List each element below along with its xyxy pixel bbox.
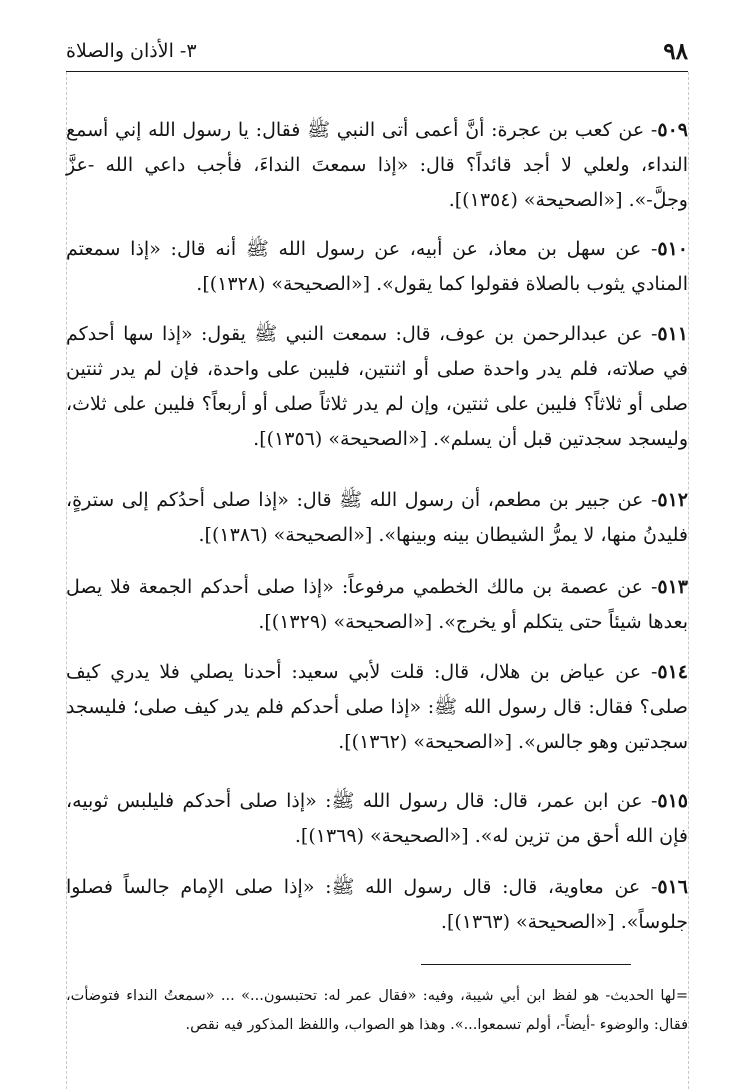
hadith-512: ٥١٢- عن جبير بن مطعم، أن رسول الله ﷺ قال: «إذا صلى أحدُكم إلى سترةٍ، فليدنُ منها، لا يمرُّ الشيطان بينه وبينها». [«الصحيحة» (١٣٨٦)]. [66, 489, 688, 546]
chapter-title: ٣- الأذان والصلاة [66, 40, 197, 62]
hadith-reference: [«الصحيحة» (١٣٦٣)]. [440, 911, 615, 933]
hadith-number: ٥١١ [657, 323, 688, 345]
hadith-reference: [«الصحيحة» (١٣٥٤)]. [448, 189, 623, 211]
hadith-number: ٥١٠ [657, 238, 688, 260]
hadith-text: عن معاوية، قال: قال رسول الله ﷺ: «إذا صلى الإمام جالساً فصلوا جلوساً». [66, 876, 688, 933]
hadith-text: عن عصمة بن مالك الخطمي مرفوعاً: «إذا صلى أحدكم الجمعة فلا يصل بعدها شيئاً حتى يتكلم أو يخرج». [66, 576, 688, 633]
hadith-number: ٥١٦ [657, 876, 688, 898]
footnote-rule [421, 964, 631, 965]
hadith-reference: [«الصحيحة» (١٣٢٩)]. [258, 611, 433, 633]
hadith-509: ٥٠٩- عن كعب بن عجرة: أنَّ أعمى أتى النبي ﷺ فقال: يا رسول الله إني أسمع النداء، ولعلي لا أجد قائداً؟ قال: «إذا سمعتَ النداءَ، فأجب داعي الله -عزَّ وجلَّ-». [«الصحيحة» (١٣٥٤)]. [66, 119, 688, 211]
hadith-510: ٥١٠- عن سهل بن معاذ، عن أبيه، عن رسول الله ﷺ أنه قال: «إذا سمعتم المنادي يثوب بالصلاة فقولوا كما يقول». [«الصحيحة» (١٣٢٨)]. [66, 238, 688, 295]
hadith-number: ٥١٥ [657, 790, 688, 812]
right-margin-guide [688, 72, 689, 1089]
header-rule [66, 71, 688, 72]
hadith-text: عن جبير بن مطعم، أن رسول الله ﷺ قال: «إذا صلى أحدُكم إلى سترةٍ، فليدنُ منها، لا يمرُّ الشيطان بينه وبينها». [66, 489, 688, 546]
hadith-511: ٥١١- عن عبدالرحمن بن عوف، قال: سمعت النبي ﷺ يقول: «إذا سها أحدكم في صلاته، فلم يدر واحدة صلى أو اثنتين، فليبن على واحدة، فإن لم يدر ثنتين صلى أو ثلاثاً؟ فليبن على ثنتين، وإن لم يدر ثلاثاً صلى أو أربعاً؟ فليبن على ثلاث، وليسجد سجدتين قبل أن يسلم». [«الصحيحة» (١٣٥٦)]. [66, 323, 688, 450]
footnote: =لها الحديث- هو لفظ ابن أبي شيبة، وفيه: «فقال عمر له: تحتبسون...» ... «سمعتُ النداء فتوضأت، فقال: والوضوء -أيضاً-، أولم تسمعوا...». وهذا هو الصواب، واللفظ المذكور فيه نقص. [66, 988, 688, 1033]
hadith-number: ٥١٤ [657, 661, 688, 683]
hadith-text: عن عياض بن هلال، قال: قلت لأبي سعيد: أحدنا يصلي فلا يدري كيف صلى؟ فقال: قال رسول الله ﷺ: «إذا صلى أحدكم فلم يدر كيف صلى؛ فليسجد سجدتين وهو جالس». [66, 661, 688, 753]
hadith-reference: [«الصحيحة» (١٣٦٢)]. [338, 731, 512, 753]
hadith-number: ٥١٢ [657, 489, 688, 511]
hadith-reference: [«الصحيحة» (١٣٦٩)]. [294, 825, 469, 847]
hadith-number: ٥١٣ [657, 576, 688, 598]
hadith-text: عن كعب بن عجرة: أنَّ أعمى أتى النبي ﷺ فقال: يا رسول الله إني أسمع النداء، ولعلي لا أجد قائداً؟ قال: «إذا سمعتَ النداءَ، فأجب داعي الله -عزَّ وجلَّ-». [66, 119, 688, 211]
hadith-513: ٥١٣- عن عصمة بن مالك الخطمي مرفوعاً: «إذا صلى أحدكم الجمعة فلا يصل بعدها شيئاً حتى يتكلم أو يخرج». [«الصحيحة» (١٣٢٩)]. [66, 576, 688, 633]
hadith-514: ٥١٤- عن عياض بن هلال، قال: قلت لأبي سعيد: أحدنا يصلي فلا يدري كيف صلى؟ فقال: قال رسول الله ﷺ: «إذا صلى أحدكم فلم يدر كيف صلى؛ فليسجد سجدتين وهو جالس». [«الصحيحة» (١٣٦٢)]. [66, 661, 688, 753]
hadith-text: عن عبدالرحمن بن عوف، قال: سمعت النبي ﷺ يقول: «إذا سها أحدكم في صلاته، فلم يدر واحدة صلى أو اثنتين، فليبن على واحدة، فإن لم يدر ثنتين صلى أو ثلاثاً؟ فليبن على ثنتين، وإن لم يدر ثلاثاً صلى أو أربعاً؟ فليبن على ثلاث، وليسجد سجدتين قبل أن يسلم». [66, 323, 688, 450]
page-number: ٩٨ [663, 38, 688, 65]
hadith-reference: [«الصحيحة» (١٣٨٦)]. [198, 524, 373, 546]
page-header [66, 38, 688, 72]
hadith-reference: [«الصحيحة» (١٣٢٨)]. [196, 273, 371, 295]
hadith-text: عن ابن عمر، قال: قال رسول الله ﷺ: «إذا صلى أحدكم فليلبس ثوبيه، فإن الله أحق من تزين له». [66, 790, 688, 847]
hadith-516: ٥١٦- عن معاوية، قال: قال رسول الله ﷺ: «إذا صلى الإمام جالساً فصلوا جلوساً». [«الصحيحة» (١٣٦٣)]. [66, 876, 688, 933]
hadith-515: ٥١٥- عن ابن عمر، قال: قال رسول الله ﷺ: «إذا صلى أحدكم فليلبس ثوبيه، فإن الله أحق من تزين له». [«الصحيحة» (١٣٦٩)]. [66, 790, 688, 847]
hadith-reference: [«الصحيحة» (١٣٥٦)]. [253, 428, 427, 450]
hadith-text: عن سهل بن معاذ، عن أبيه، عن رسول الله ﷺ أنه قال: «إذا سمعتم المنادي يثوب بالصلاة فقولوا كما يقول». [66, 238, 688, 295]
hadith-number: ٥٠٩ [657, 119, 688, 141]
